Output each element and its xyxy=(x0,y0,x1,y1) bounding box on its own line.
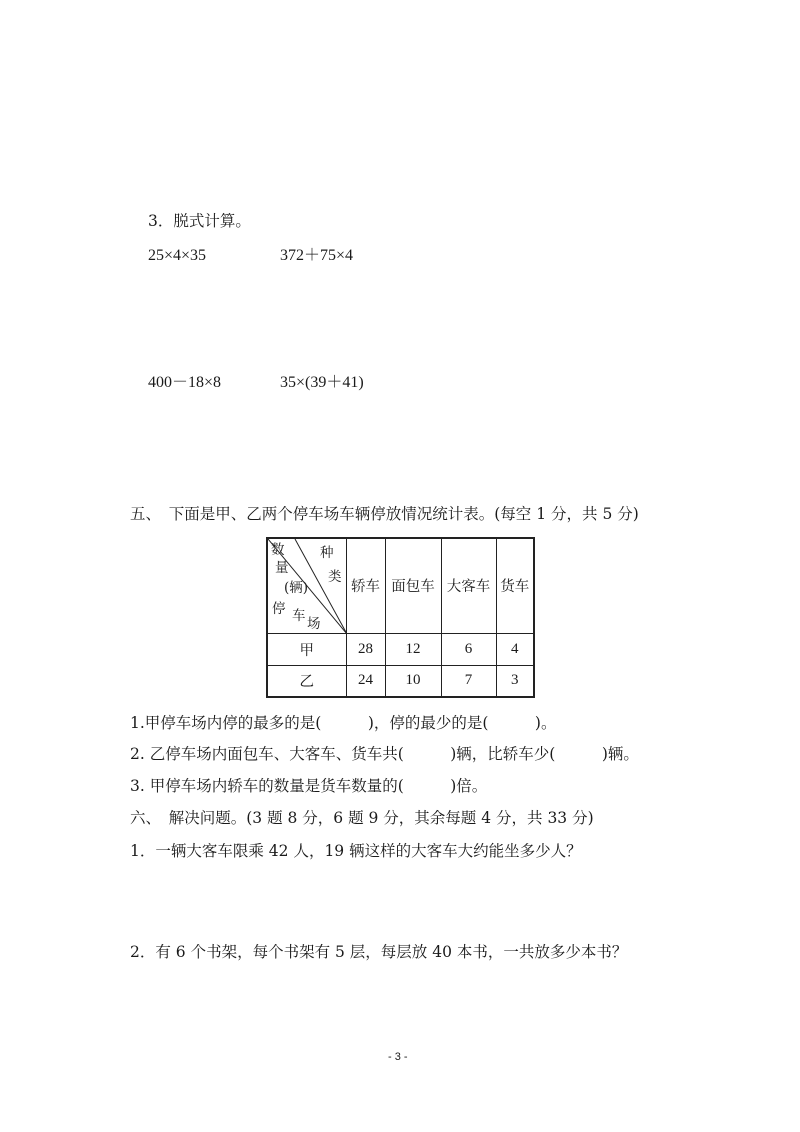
section-5-question-2: 2. 乙停车场内面包车、大客车、货车共( )辆，比轿车少( )辆。 xyxy=(130,745,639,763)
section-5-question-3: 3. 甲停车场内轿车的数量是货车数量的( )倍。 xyxy=(130,777,488,795)
cell-yi-truck: 3 xyxy=(496,665,534,697)
section-6-heading: 六、 解决问题。(3 题 8 分，6 题 9 分，其余每题 4 分，共 33 分) xyxy=(130,809,594,827)
calc-expression-1: 25×4×35 xyxy=(148,247,207,264)
corner-label-qty-2: 量 xyxy=(275,560,289,576)
column-header-bus: 大客车 xyxy=(441,538,496,633)
corner-label-qty-unit: (辆) xyxy=(284,580,309,596)
corner-label-lot-2: 车 xyxy=(292,608,306,624)
column-header-sedan: 轿车 xyxy=(346,538,385,633)
corner-label-type-1: 种 xyxy=(320,545,334,561)
row-label-jia: 甲 xyxy=(267,633,346,665)
cell-yi-van: 10 xyxy=(385,665,441,697)
section-5-question-1: 1.甲停车场内停的最多的是( )，停的最少的是( )。 xyxy=(130,714,557,732)
calc-expression-2: 372＋75×4 xyxy=(280,247,354,264)
cell-jia-truck: 4 xyxy=(496,633,534,665)
cell-yi-bus: 7 xyxy=(441,665,496,697)
corner-label-type-2: 类 xyxy=(328,569,342,585)
calc-expression-3: 400－18×8 xyxy=(148,374,222,391)
cell-jia-bus: 6 xyxy=(441,633,496,665)
calc-expression-4: 35×(39＋41) xyxy=(280,374,364,391)
cell-jia-sedan: 28 xyxy=(346,633,385,665)
corner-label-lot-1: 停 xyxy=(272,601,286,617)
parking-stat-table xyxy=(266,537,535,698)
section-6-question-2: 2．有 6 个书架，每个书架有 5 层，每层放 40 本书，一共放多少本书？ xyxy=(130,943,628,961)
section-5-heading: 五、 下面是甲、乙两个停车场车辆停放情况统计表。(每空 1 分，共 5 分) xyxy=(130,505,639,523)
section-6-question-1: 1．一辆大客车限乘 42 人，19 辆这样的大客车大约能坐多少人？ xyxy=(130,842,582,860)
section-3-title: 3．脱式计算。 xyxy=(148,212,251,230)
cell-yi-sedan: 24 xyxy=(346,665,385,697)
column-header-van: 面包车 xyxy=(385,538,441,633)
column-header-truck: 货车 xyxy=(496,538,534,633)
corner-label-lot-3: 场 xyxy=(307,616,321,632)
corner-label-qty-1: 数 xyxy=(271,542,285,558)
table-corner-header xyxy=(267,538,346,633)
row-label-yi: 乙 xyxy=(267,665,346,697)
page-number: - 3 - xyxy=(388,1051,408,1063)
cell-jia-van: 12 xyxy=(385,633,441,665)
